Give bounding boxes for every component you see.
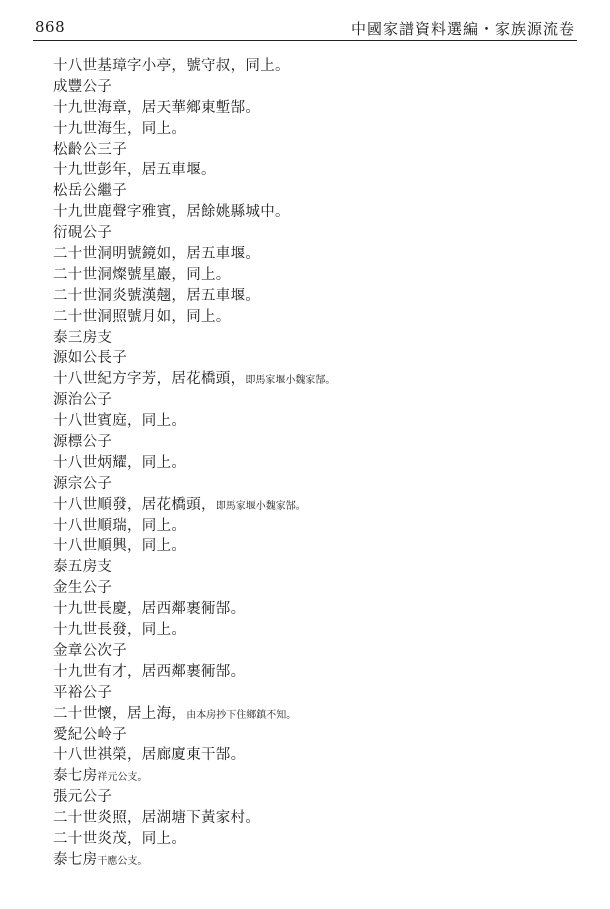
line-text: 源如公長子 <box>53 350 127 367</box>
text-line <box>53 641 570 662</box>
line-text: 源標公子 <box>53 434 113 451</box>
text-line <box>53 328 570 349</box>
line-text: 愛紀公岭子 <box>53 726 127 743</box>
text-line <box>53 411 570 432</box>
text-line <box>53 704 570 725</box>
text-line <box>53 599 570 620</box>
line-note: 即馬家堰小魏家郜。 <box>215 500 306 512</box>
line-text: 源治公子 <box>53 392 113 409</box>
line-text: 十八世炳耀，同上。 <box>53 454 187 471</box>
line-text: 二十世炎茂，同上。 <box>53 830 187 847</box>
text-line <box>53 160 570 181</box>
text-line <box>53 766 570 787</box>
line-text: 十九世海生，同上。 <box>53 120 187 137</box>
line-text: 十九世有才，居西鄰裹衕郜。 <box>53 663 246 680</box>
line-text: 十八世基璋字小亭，號守叔，同上。 <box>53 58 290 74</box>
text-line <box>53 77 570 98</box>
text-line <box>53 202 570 223</box>
text-line <box>53 286 570 307</box>
text-line <box>53 495 570 516</box>
text-line <box>53 725 570 746</box>
line-text: 十八世順發，居花橋頭， <box>53 496 216 513</box>
text-line <box>53 307 570 328</box>
line-text: 十九世長慶，居西鄰裹衕郜。 <box>53 601 246 618</box>
line-text: 二十世洞照號月如，同上。 <box>53 308 231 325</box>
text-line <box>53 348 570 369</box>
line-text: 平裕公子 <box>53 684 113 701</box>
line-note: 由本房抄下住鄉鎮不知。 <box>186 709 297 721</box>
line-text: 二十世炎照，居湖塘下黃家村。 <box>53 810 261 827</box>
text-line <box>53 390 570 411</box>
text-line <box>53 119 570 140</box>
text-line <box>53 620 570 641</box>
text-line <box>53 578 570 599</box>
line-text: 十八世紀方字芳，居花橋頭， <box>53 371 246 388</box>
text-line <box>53 557 570 578</box>
line-note: 干應公支。 <box>97 855 148 867</box>
line-text: 泰七房 <box>53 768 98 785</box>
line-note: 即馬家堰小魏家郜。 <box>245 375 336 387</box>
line-text: 泰七房 <box>53 851 98 868</box>
line-text: 泰三房支 <box>53 329 113 346</box>
text-line <box>53 56 570 77</box>
line-text: 二十世洞炎號漢翹，居五車堰。 <box>53 287 261 304</box>
line-text: 二十世洞燦號星巖，同上。 <box>53 266 231 283</box>
text-line <box>53 244 570 265</box>
line-text: 二十世懷，居上海， <box>53 705 187 722</box>
text-line <box>53 745 570 766</box>
text-line <box>53 516 570 537</box>
text-line <box>53 181 570 202</box>
text-line <box>53 474 570 495</box>
text-line <box>53 140 570 161</box>
line-text: 十八世順興，同上。 <box>53 538 187 555</box>
genealogy-text <box>53 56 570 871</box>
line-text: 十八世順瑞，同上。 <box>53 517 187 534</box>
line-text: 松齡公三子 <box>53 141 127 158</box>
text-line <box>53 98 570 119</box>
text-line <box>53 432 570 453</box>
text-line <box>53 787 570 808</box>
running-head: 中國家譜資料選編・家族源流卷 <box>350 20 575 38</box>
text-line <box>53 829 570 850</box>
line-text: 金章公次子 <box>53 642 127 659</box>
line-text: 張元公子 <box>53 789 113 806</box>
text-line <box>53 683 570 704</box>
text-line <box>53 369 570 390</box>
line-text: 成豐公子 <box>53 78 113 95</box>
line-text: 十九世長發，同上。 <box>53 622 187 639</box>
line-text: 金生公子 <box>53 580 113 597</box>
text-line <box>53 662 570 683</box>
text-line <box>53 850 570 871</box>
text-line <box>53 223 570 244</box>
text-line <box>53 536 570 557</box>
line-text: 源宗公子 <box>53 475 113 492</box>
line-text: 衍硯公子 <box>53 225 113 242</box>
text-line <box>53 808 570 829</box>
line-text: 二十世洞明號鏡如，居五車堰。 <box>53 246 261 263</box>
line-text: 十九世彭年，居五車堰。 <box>53 162 216 179</box>
line-note: 祥元公支。 <box>97 772 148 784</box>
text-line <box>53 265 570 286</box>
line-text: 十九世海章，居天華鄉東塹郜。 <box>53 99 261 116</box>
page-number: 868 <box>35 18 66 36</box>
line-text: 泰五房支 <box>53 559 113 576</box>
line-text: 十九世鹿聲字雅賓，居餘姚縣城中。 <box>53 204 290 221</box>
page-header <box>33 14 577 41</box>
line-text: 十八世賓庭，同上。 <box>53 413 187 430</box>
text-line <box>53 453 570 474</box>
line-text: 松岳公繼子 <box>53 183 127 200</box>
line-text: 十八世祺榮，居廊廈東干郜。 <box>53 747 246 764</box>
